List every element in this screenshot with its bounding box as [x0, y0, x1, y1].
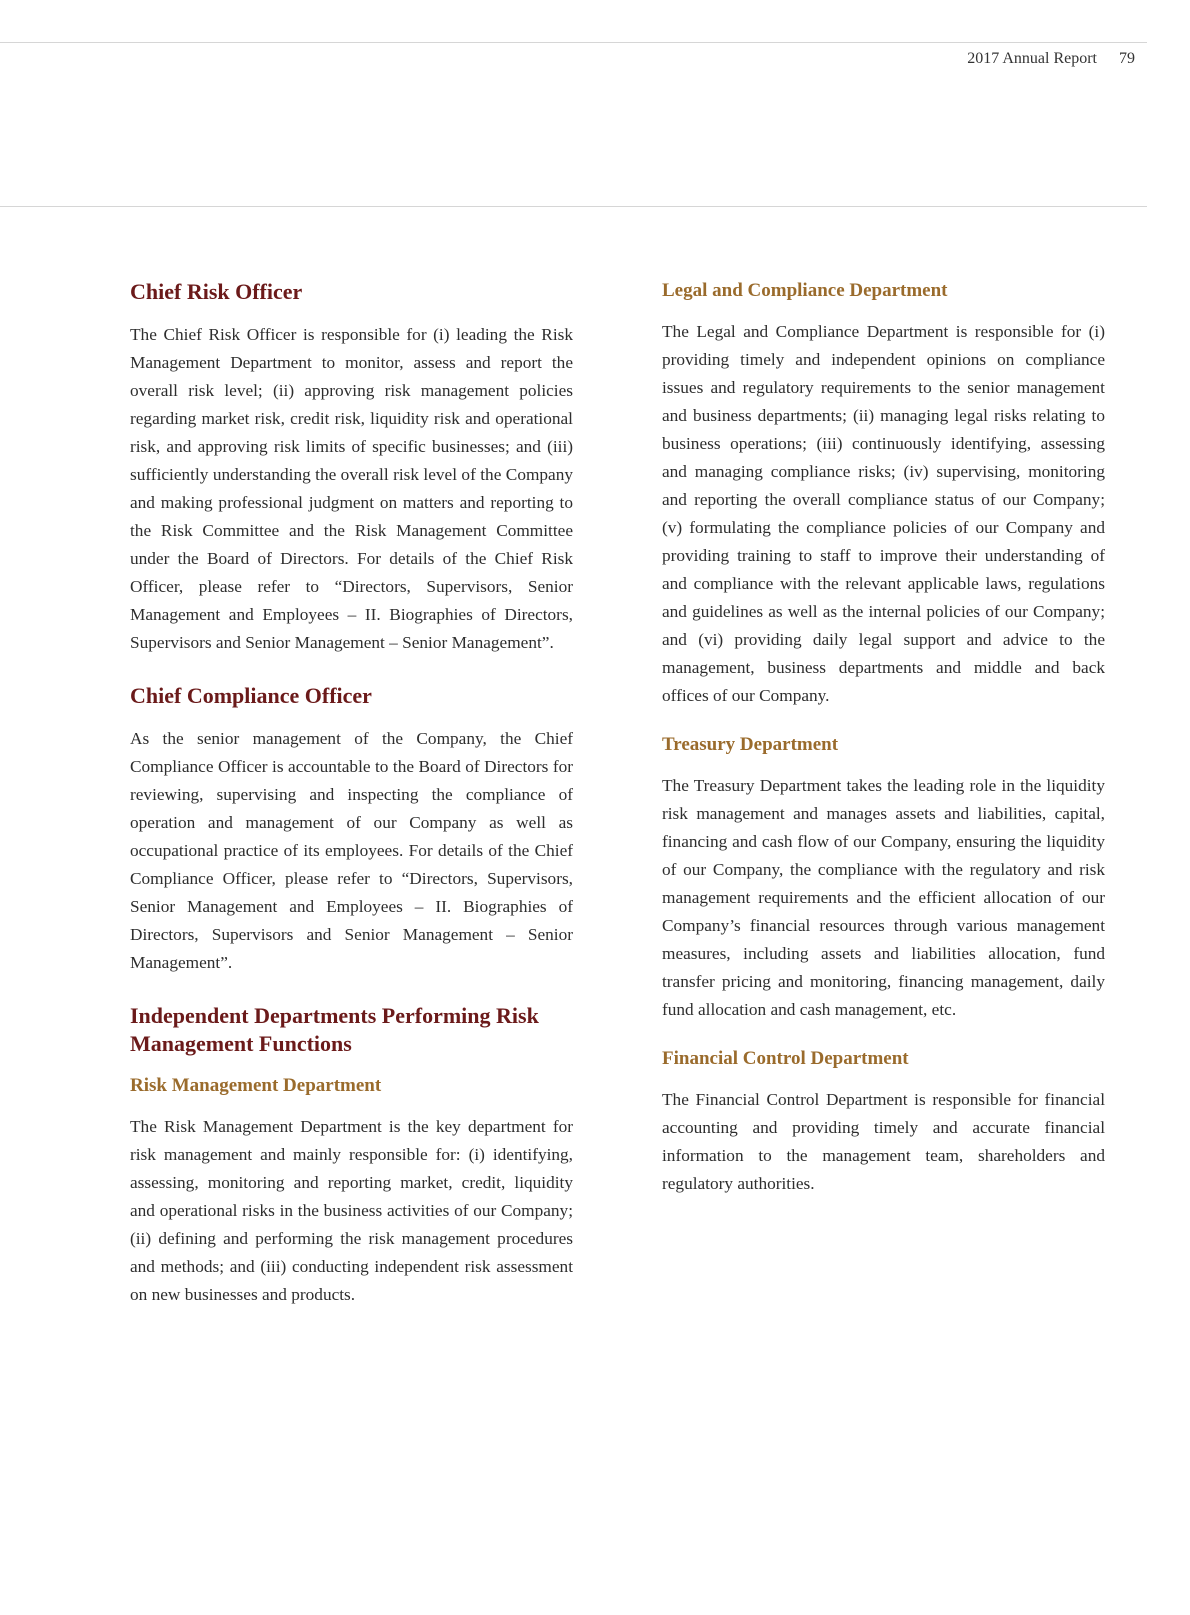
independent-departments-section: [130, 1002, 573, 1309]
legal-compliance-heading: Legal and Compliance Department: [662, 280, 948, 301]
right-column: [662, 278, 1105, 1198]
financial-control-section: [662, 1046, 1105, 1198]
legal-compliance-body: The Legal and Compliance Department is responsible for (i) providing timely and independent opinions on compliance issues and regulatory requirements to the senior management and business departments; (ii) managing legal risks relating to business operations; (iii) continuously identifying, assessing and managing compliance risks; (iv) supervising, monitoring and reporting the overall compliance status of our Company; (v) formulating the compliance policies of our Company and providing training to staff to improve their understanding of and compliance with the relevant applicable laws, regulations and guidelines as well as the internal policies of our Company; and (vi) providing daily legal support and advice to the management, business departments and middle and back offices of our Company.: [662, 322, 1105, 705]
chief-risk-officer-body: The Chief Risk Officer is responsible for (i) leading the Risk Management Department to monitor, assess and report the overall risk level; (ii) approving risk management policies regarding market risk, credit risk, liquidity risk and operational risk, and approving risk limits of specific businesses; and (iii) sufficiently understanding the overall risk level of the Company and making professional judgment on matters and reporting to the Risk Committee and the Risk Management Committee under the Board of Directors. For details of the Chief Risk Officer, please refer to “Directors, Supervisors, Senior Management and Employees – II. Biographies of Directors, Supervisors and Senior Management – Senior Management”.: [130, 325, 573, 652]
chief-risk-officer-section: [130, 278, 573, 657]
chief-compliance-officer-body: As the senior management of the Company, the Chief Compliance Officer is accountable to the Board of Directors for reviewing, supervising and inspecting the compliance of operation and management of our Company as well as occupational practice of its employees. For details of the Chief Compliance Officer, please refer to “Directors, Supervisors, Senior Management and Employees – II. Biographies of Directors, Supervisors and Senior Management – Senior Management”.: [130, 729, 573, 972]
page-header: [967, 50, 1135, 68]
header-bottom-rule: [0, 206, 1147, 207]
header-top-rule: [0, 42, 1147, 43]
independent-departments-heading: Independent Departments Performing Risk Management Functions: [130, 1003, 539, 1056]
chief-compliance-officer-section: [130, 682, 573, 977]
financial-control-heading: Financial Control Department: [662, 1048, 909, 1069]
chief-compliance-officer-heading: Chief Compliance Officer: [130, 683, 372, 708]
treasury-heading: Treasury Department: [662, 734, 839, 755]
chief-risk-officer-heading: Chief Risk Officer: [130, 279, 303, 304]
report-title: 2017 Annual Report: [967, 50, 1097, 67]
left-column: [130, 278, 573, 1309]
treasury-body: The Treasury Department takes the leading role in the liquidity risk management and manages assets and liabilities, capital, financing and cash flow of our Company, ensuring the liquidity of our Company, the compliance with the regulatory and risk management requirements and the efficient allocation of our Company’s financial resources through various management measures, including assets and liabilities allocation, fund transfer pricing and monitoring, financing management, daily fund allocation and cash management, etc.: [662, 776, 1105, 1019]
risk-management-department-heading: Risk Management Department: [130, 1075, 382, 1096]
treasury-section: [662, 732, 1105, 1024]
risk-management-department-body: The Risk Management Department is the key department for risk management and mainly responsible for: (i) identifying, assessing, monitoring and reporting market, credit, liquidity and operational risks in the business activities of our Company; (ii) defining and performing the risk management procedures and methods; and (iii) conducting independent risk assessment on new businesses and products.: [130, 1117, 573, 1304]
legal-compliance-section: [662, 278, 1105, 710]
page-number: 79: [1119, 50, 1135, 67]
financial-control-body: The Financial Control Department is responsible for financial accounting and providing timely and accurate financial information to the management team, shareholders and regulatory authorities.: [662, 1090, 1105, 1193]
